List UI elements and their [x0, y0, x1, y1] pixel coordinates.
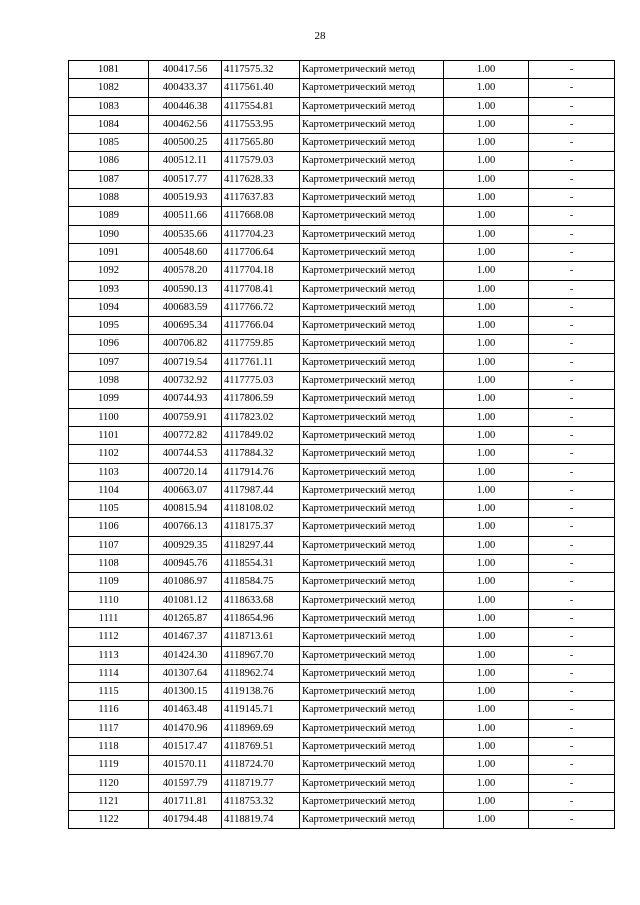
point-number-cell: 1083	[69, 97, 149, 115]
x-coordinate-cell: 401424.30	[149, 646, 222, 664]
point-number-cell: 1104	[69, 481, 149, 499]
accuracy-cell: 1.00	[444, 134, 529, 152]
x-coordinate-cell: 400732.92	[149, 372, 222, 390]
method-cell: Картометрический метод	[300, 737, 444, 755]
y-coordinate-cell: 4118297.44	[222, 536, 300, 554]
method-cell: Картометрический метод	[300, 683, 444, 701]
x-coordinate-cell: 400417.56	[149, 61, 222, 79]
description-cell: -	[529, 61, 615, 79]
x-coordinate-cell: 401794.48	[149, 811, 222, 829]
method-cell: Картометрический метод	[300, 756, 444, 774]
description-cell: -	[529, 262, 615, 280]
y-coordinate-cell: 4117553.95	[222, 115, 300, 133]
x-coordinate-cell: 401086.97	[149, 573, 222, 591]
table-row	[69, 445, 615, 463]
accuracy-cell: 1.00	[444, 683, 529, 701]
point-number-cell: 1121	[69, 792, 149, 810]
accuracy-cell: 1.00	[444, 408, 529, 426]
y-coordinate-cell: 4118724.70	[222, 756, 300, 774]
method-cell: Картометрический метод	[300, 555, 444, 573]
x-coordinate-cell: 401597.79	[149, 774, 222, 792]
x-coordinate-cell: 400683.59	[149, 298, 222, 316]
table-row	[69, 591, 615, 609]
y-coordinate-cell: 4118753.32	[222, 792, 300, 810]
method-cell: Картометрический метод	[300, 536, 444, 554]
description-cell: -	[529, 79, 615, 97]
table-row	[69, 664, 615, 682]
x-coordinate-cell: 400815.94	[149, 500, 222, 518]
y-coordinate-cell: 4117766.04	[222, 317, 300, 335]
y-coordinate-cell: 4117806.59	[222, 390, 300, 408]
method-cell: Картометрический метод	[300, 152, 444, 170]
x-coordinate-cell: 400433.37	[149, 79, 222, 97]
point-number-cell: 1088	[69, 189, 149, 207]
x-coordinate-cell: 400759.91	[149, 408, 222, 426]
coordinates-table-body	[69, 61, 615, 829]
x-coordinate-cell: 400511.66	[149, 207, 222, 225]
y-coordinate-cell: 4118769.51	[222, 737, 300, 755]
table-row	[69, 243, 615, 261]
description-cell: -	[529, 701, 615, 719]
accuracy-cell: 1.00	[444, 170, 529, 188]
y-coordinate-cell: 4119138.76	[222, 683, 300, 701]
point-number-cell: 1099	[69, 390, 149, 408]
method-cell: Картометрический метод	[300, 170, 444, 188]
description-cell: -	[529, 335, 615, 353]
method-cell: Картометрический метод	[300, 262, 444, 280]
description-cell: -	[529, 134, 615, 152]
point-number-cell: 1105	[69, 500, 149, 518]
accuracy-cell: 1.00	[444, 280, 529, 298]
accuracy-cell: 1.00	[444, 353, 529, 371]
method-cell: Картометрический метод	[300, 243, 444, 261]
method-cell: Картометрический метод	[300, 628, 444, 646]
y-coordinate-cell: 4118554.31	[222, 555, 300, 573]
y-coordinate-cell: 4117849.02	[222, 426, 300, 444]
y-coordinate-cell: 4118584.75	[222, 573, 300, 591]
description-cell: -	[529, 481, 615, 499]
x-coordinate-cell: 401470.96	[149, 719, 222, 737]
point-number-cell: 1082	[69, 79, 149, 97]
x-coordinate-cell: 400772.82	[149, 426, 222, 444]
description-cell: -	[529, 298, 615, 316]
accuracy-cell: 1.00	[444, 756, 529, 774]
method-cell: Картометрический метод	[300, 280, 444, 298]
y-coordinate-cell: 4117775.03	[222, 372, 300, 390]
method-cell: Картометрический метод	[300, 445, 444, 463]
description-cell: -	[529, 683, 615, 701]
method-cell: Картометрический метод	[300, 61, 444, 79]
x-coordinate-cell: 400706.82	[149, 335, 222, 353]
table-row	[69, 737, 615, 755]
method-cell: Картометрический метод	[300, 189, 444, 207]
accuracy-cell: 1.00	[444, 701, 529, 719]
x-coordinate-cell: 401711.81	[149, 792, 222, 810]
method-cell: Картометрический метод	[300, 115, 444, 133]
accuracy-cell: 1.00	[444, 664, 529, 682]
y-coordinate-cell: 4117554.81	[222, 97, 300, 115]
description-cell: -	[529, 408, 615, 426]
point-number-cell: 1100	[69, 408, 149, 426]
y-coordinate-cell: 4118719.77	[222, 774, 300, 792]
description-cell: -	[529, 737, 615, 755]
description-cell: -	[529, 573, 615, 591]
point-number-cell: 1111	[69, 609, 149, 627]
accuracy-cell: 1.00	[444, 372, 529, 390]
point-number-cell: 1107	[69, 536, 149, 554]
description-cell: -	[529, 591, 615, 609]
description-cell: -	[529, 243, 615, 261]
x-coordinate-cell: 400929.35	[149, 536, 222, 554]
point-number-cell: 1095	[69, 317, 149, 335]
table-row	[69, 518, 615, 536]
method-cell: Картометрический метод	[300, 591, 444, 609]
description-cell: -	[529, 811, 615, 829]
table-row	[69, 225, 615, 243]
point-number-cell: 1097	[69, 353, 149, 371]
point-number-cell: 1109	[69, 573, 149, 591]
description-cell: -	[529, 207, 615, 225]
description-cell: -	[529, 372, 615, 390]
y-coordinate-cell: 4118962.74	[222, 664, 300, 682]
accuracy-cell: 1.00	[444, 573, 529, 591]
y-coordinate-cell: 4117628.33	[222, 170, 300, 188]
y-coordinate-cell: 4117823.02	[222, 408, 300, 426]
x-coordinate-cell: 401300.15	[149, 683, 222, 701]
table-row	[69, 683, 615, 701]
accuracy-cell: 1.00	[444, 152, 529, 170]
method-cell: Картометрический метод	[300, 719, 444, 737]
point-number-cell: 1081	[69, 61, 149, 79]
y-coordinate-cell: 4117708.41	[222, 280, 300, 298]
method-cell: Картометрический метод	[300, 372, 444, 390]
accuracy-cell: 1.00	[444, 628, 529, 646]
accuracy-cell: 1.00	[444, 445, 529, 463]
method-cell: Картометрический метод	[300, 79, 444, 97]
method-cell: Картометрический метод	[300, 463, 444, 481]
table-row	[69, 262, 615, 280]
table-row	[69, 207, 615, 225]
x-coordinate-cell: 400578.20	[149, 262, 222, 280]
accuracy-cell: 1.00	[444, 61, 529, 79]
accuracy-cell: 1.00	[444, 481, 529, 499]
x-coordinate-cell: 400519.93	[149, 189, 222, 207]
y-coordinate-cell: 4118713.61	[222, 628, 300, 646]
table-row	[69, 115, 615, 133]
table-row	[69, 609, 615, 627]
x-coordinate-cell: 400462.56	[149, 115, 222, 133]
description-cell: -	[529, 152, 615, 170]
description-cell: -	[529, 646, 615, 664]
point-number-cell: 1122	[69, 811, 149, 829]
point-number-cell: 1108	[69, 555, 149, 573]
method-cell: Картометрический метод	[300, 207, 444, 225]
x-coordinate-cell: 401265.87	[149, 609, 222, 627]
point-number-cell: 1103	[69, 463, 149, 481]
y-coordinate-cell: 4117987.44	[222, 481, 300, 499]
accuracy-cell: 1.00	[444, 609, 529, 627]
table-row	[69, 573, 615, 591]
description-cell: -	[529, 463, 615, 481]
description-cell: -	[529, 664, 615, 682]
table-row	[69, 646, 615, 664]
method-cell: Картометрический метод	[300, 481, 444, 499]
table-row	[69, 408, 615, 426]
x-coordinate-cell: 400535.66	[149, 225, 222, 243]
table-row	[69, 79, 615, 97]
point-number-cell: 1114	[69, 664, 149, 682]
method-cell: Картометрический метод	[300, 225, 444, 243]
x-coordinate-cell: 400500.25	[149, 134, 222, 152]
x-coordinate-cell: 401081.12	[149, 591, 222, 609]
description-cell: -	[529, 115, 615, 133]
table-row	[69, 426, 615, 444]
point-number-cell: 1117	[69, 719, 149, 737]
accuracy-cell: 1.00	[444, 719, 529, 737]
point-number-cell: 1119	[69, 756, 149, 774]
description-cell: -	[529, 97, 615, 115]
y-coordinate-cell: 4118969.69	[222, 719, 300, 737]
table-row	[69, 774, 615, 792]
table-row	[69, 701, 615, 719]
description-cell: -	[529, 426, 615, 444]
point-number-cell: 1094	[69, 298, 149, 316]
accuracy-cell: 1.00	[444, 390, 529, 408]
description-cell: -	[529, 555, 615, 573]
y-coordinate-cell: 4117704.23	[222, 225, 300, 243]
point-number-cell: 1113	[69, 646, 149, 664]
accuracy-cell: 1.00	[444, 463, 529, 481]
description-cell: -	[529, 518, 615, 536]
table-row	[69, 536, 615, 554]
method-cell: Картометрический метод	[300, 408, 444, 426]
x-coordinate-cell: 400720.14	[149, 463, 222, 481]
method-cell: Картометрический метод	[300, 609, 444, 627]
point-number-cell: 1102	[69, 445, 149, 463]
description-cell: -	[529, 774, 615, 792]
y-coordinate-cell: 4117668.08	[222, 207, 300, 225]
x-coordinate-cell: 400719.54	[149, 353, 222, 371]
x-coordinate-cell: 400517.77	[149, 170, 222, 188]
point-number-cell: 1115	[69, 683, 149, 701]
description-cell: -	[529, 280, 615, 298]
x-coordinate-cell: 400945.76	[149, 555, 222, 573]
x-coordinate-cell: 400590.13	[149, 280, 222, 298]
description-cell: -	[529, 390, 615, 408]
point-number-cell: 1098	[69, 372, 149, 390]
point-number-cell: 1086	[69, 152, 149, 170]
method-cell: Картометрический метод	[300, 97, 444, 115]
y-coordinate-cell: 4117579.03	[222, 152, 300, 170]
description-cell: -	[529, 719, 615, 737]
accuracy-cell: 1.00	[444, 555, 529, 573]
y-coordinate-cell: 4117761.11	[222, 353, 300, 371]
table-row	[69, 189, 615, 207]
x-coordinate-cell: 400512.11	[149, 152, 222, 170]
method-cell: Картометрический метод	[300, 500, 444, 518]
method-cell: Картометрический метод	[300, 701, 444, 719]
description-cell: -	[529, 170, 615, 188]
point-number-cell: 1087	[69, 170, 149, 188]
point-number-cell: 1101	[69, 426, 149, 444]
y-coordinate-cell: 4117766.72	[222, 298, 300, 316]
y-coordinate-cell: 4118967.70	[222, 646, 300, 664]
x-coordinate-cell: 400766.13	[149, 518, 222, 536]
x-coordinate-cell: 401463.48	[149, 701, 222, 719]
x-coordinate-cell: 400744.53	[149, 445, 222, 463]
point-number-cell: 1120	[69, 774, 149, 792]
point-number-cell: 1089	[69, 207, 149, 225]
description-cell: -	[529, 317, 615, 335]
y-coordinate-cell: 4118819.74	[222, 811, 300, 829]
x-coordinate-cell: 401517.47	[149, 737, 222, 755]
point-number-cell: 1106	[69, 518, 149, 536]
method-cell: Картометрический метод	[300, 811, 444, 829]
table-row	[69, 152, 615, 170]
accuracy-cell: 1.00	[444, 298, 529, 316]
accuracy-cell: 1.00	[444, 518, 529, 536]
y-coordinate-cell: 4117637.83	[222, 189, 300, 207]
y-coordinate-cell: 4117884.32	[222, 445, 300, 463]
x-coordinate-cell: 400446.38	[149, 97, 222, 115]
point-number-cell: 1090	[69, 225, 149, 243]
point-number-cell: 1112	[69, 628, 149, 646]
x-coordinate-cell: 400548.60	[149, 243, 222, 261]
y-coordinate-cell: 4117914.76	[222, 463, 300, 481]
table-row	[69, 61, 615, 79]
point-number-cell: 1116	[69, 701, 149, 719]
coordinates-table	[68, 60, 615, 829]
table-row	[69, 134, 615, 152]
method-cell: Картометрический метод	[300, 573, 444, 591]
y-coordinate-cell: 4119145.71	[222, 701, 300, 719]
y-coordinate-cell: 4118633.68	[222, 591, 300, 609]
method-cell: Картометрический метод	[300, 335, 444, 353]
table-row	[69, 463, 615, 481]
y-coordinate-cell: 4118175.37	[222, 518, 300, 536]
description-cell: -	[529, 792, 615, 810]
accuracy-cell: 1.00	[444, 335, 529, 353]
page-number: 28	[314, 30, 326, 42]
accuracy-cell: 1.00	[444, 317, 529, 335]
method-cell: Картометрический метод	[300, 646, 444, 664]
accuracy-cell: 1.00	[444, 646, 529, 664]
table-row	[69, 628, 615, 646]
x-coordinate-cell: 401307.64	[149, 664, 222, 682]
table-row	[69, 811, 615, 829]
description-cell: -	[529, 445, 615, 463]
table-row	[69, 353, 615, 371]
method-cell: Картометрический метод	[300, 134, 444, 152]
description-cell: -	[529, 756, 615, 774]
y-coordinate-cell: 4117565.80	[222, 134, 300, 152]
table-row	[69, 372, 615, 390]
description-cell: -	[529, 500, 615, 518]
table-row	[69, 298, 615, 316]
point-number-cell: 1110	[69, 591, 149, 609]
accuracy-cell: 1.00	[444, 97, 529, 115]
table-row	[69, 97, 615, 115]
method-cell: Картометрический метод	[300, 774, 444, 792]
accuracy-cell: 1.00	[444, 79, 529, 97]
accuracy-cell: 1.00	[444, 243, 529, 261]
point-number-cell: 1093	[69, 280, 149, 298]
y-coordinate-cell: 4118654.96	[222, 609, 300, 627]
description-cell: -	[529, 189, 615, 207]
table-row	[69, 756, 615, 774]
table-row	[69, 555, 615, 573]
method-cell: Картометрический метод	[300, 298, 444, 316]
method-cell: Картометрический метод	[300, 664, 444, 682]
accuracy-cell: 1.00	[444, 189, 529, 207]
table-row	[69, 500, 615, 518]
accuracy-cell: 1.00	[444, 792, 529, 810]
accuracy-cell: 1.00	[444, 207, 529, 225]
description-cell: -	[529, 628, 615, 646]
accuracy-cell: 1.00	[444, 500, 529, 518]
method-cell: Картометрический метод	[300, 317, 444, 335]
table-row	[69, 719, 615, 737]
table-row	[69, 170, 615, 188]
table-row	[69, 280, 615, 298]
method-cell: Картометрический метод	[300, 390, 444, 408]
description-cell: -	[529, 609, 615, 627]
point-number-cell: 1092	[69, 262, 149, 280]
description-cell: -	[529, 353, 615, 371]
accuracy-cell: 1.00	[444, 774, 529, 792]
x-coordinate-cell: 400663.07	[149, 481, 222, 499]
x-coordinate-cell: 401467.37	[149, 628, 222, 646]
y-coordinate-cell: 4117706.64	[222, 243, 300, 261]
point-number-cell: 1091	[69, 243, 149, 261]
point-number-cell: 1118	[69, 737, 149, 755]
accuracy-cell: 1.00	[444, 225, 529, 243]
method-cell: Картометрический метод	[300, 426, 444, 444]
y-coordinate-cell: 4117704.18	[222, 262, 300, 280]
x-coordinate-cell: 401570.11	[149, 756, 222, 774]
accuracy-cell: 1.00	[444, 737, 529, 755]
x-coordinate-cell: 400695.34	[149, 317, 222, 335]
accuracy-cell: 1.00	[444, 811, 529, 829]
y-coordinate-cell: 4117759.85	[222, 335, 300, 353]
method-cell: Картометрический метод	[300, 353, 444, 371]
point-number-cell: 1084	[69, 115, 149, 133]
description-cell: -	[529, 536, 615, 554]
method-cell: Картометрический метод	[300, 518, 444, 536]
table-row	[69, 335, 615, 353]
table-row	[69, 792, 615, 810]
table-row	[69, 481, 615, 499]
y-coordinate-cell: 4118108.02	[222, 500, 300, 518]
x-coordinate-cell: 400744.93	[149, 390, 222, 408]
y-coordinate-cell: 4117561.40	[222, 79, 300, 97]
table-row	[69, 317, 615, 335]
accuracy-cell: 1.00	[444, 536, 529, 554]
description-cell: -	[529, 225, 615, 243]
table-row	[69, 390, 615, 408]
accuracy-cell: 1.00	[444, 426, 529, 444]
accuracy-cell: 1.00	[444, 262, 529, 280]
accuracy-cell: 1.00	[444, 115, 529, 133]
y-coordinate-cell: 4117575.32	[222, 61, 300, 79]
accuracy-cell: 1.00	[444, 591, 529, 609]
method-cell: Картометрический метод	[300, 792, 444, 810]
point-number-cell: 1085	[69, 134, 149, 152]
point-number-cell: 1096	[69, 335, 149, 353]
